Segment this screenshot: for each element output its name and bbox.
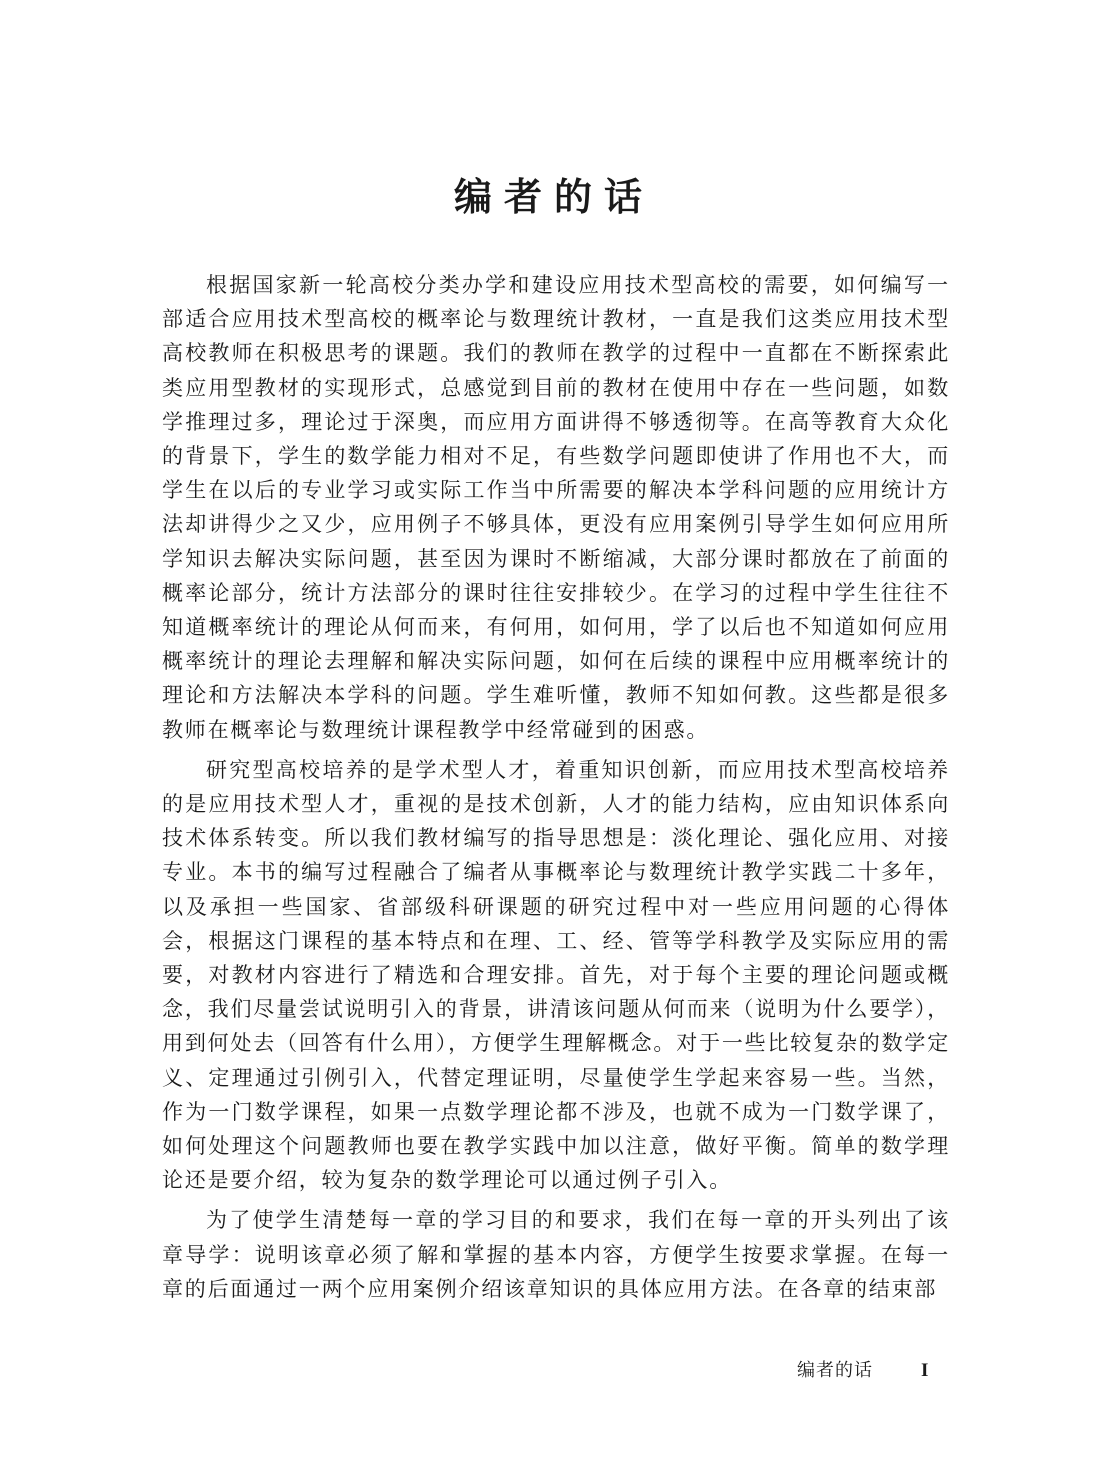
page-footer	[0, 1356, 1108, 1386]
paragraph-1: 根据国家新一轮高校分类办学和建设应用技术型高校的需要，如何编写一部适合应用技术型高校的概率论与数理统计教材，一直是我们这类应用技术型高校教师在积极思考的课题。我们的教师在教学的过程中一直都在不断探索此类应用型教材的实现形式，总感觉到目前的教材在使用中存在一些问题，如数学推理过多，理论过于深奥，而应用方面讲得不够透彻等。在高等教育大众化的背景下，学生的数学能力相对不足，有些数学问题即使讲了作用也不大，而学生在以后的专业学习或实际工作当中所需要的解决本学科问题的应用统计方法却讲得少之又少，应用例子不够具体，更没有应用案例引导学生如何应用所学知识去解决实际问题，甚至因为课时不断缩减，大部分课时都放在了前面的概率论部分，统计方法部分的课时往往安排较少。在学习的过程中学生往往不知道概率统计的理论从何而来，有何用，如何用，学了以后也不知道如何应用概率统计的理论去理解和解决实际问题，如何在后续的课程中应用概率统计的理论和方法解决本学科的问题。学生难听懂，教师不知如何教。这些都是很多教师在概率论与数理统计课程教学中经常碰到的困惑。	[162, 273, 950, 742]
page-number: I	[921, 1360, 929, 1381]
paragraph-2: 研究型高校培养的是学术型人才，着重知识创新，而应用技术型高校培养的是应用技术型人才，重视的是技术创新，人才的能力结构，应由知识体系向技术体系转变。所以我们教材编写的指导思想是：淡化理论、强化应用、对接专业。本书的编写过程融合了编者从事概率论与数理统计教学实践二十多年，以及承担一些国家、省部级科研课题的研究过程中对一些应用问题的心得体会，根据这门课程的基本特点和在理、工、经、管等学科教学及实际应用的需要，对教材内容进行了精选和合理安排。首先，对于每个主要的理论问题或概念，我们尽量尝试说明引入的背景，讲清该问题从何而来（说明为什么要学），用到何处去（回答有什么用），方便学生理解概念。对于一些比较复杂的数学定义、定理通过引例引入，代替定理证明，尽量使学生学起来容易一些。当然，作为一门数学课程，如果一点数学理论都不涉及，也就不成为一门数学课了，如何处理这个问题教师也要在教学实践中加以注意，做好平衡。简单的数学理论还是要介绍，较为复杂的数学理论可以通过例子引入。	[162, 757, 950, 1193]
body-text	[162, 268, 950, 1306]
running-title: 编者的话	[797, 1360, 873, 1381]
paragraph-3: 为了使学生清楚每一章的学习目的和要求，我们在每一章的开头列出了该章导学：说明该章必须了解和掌握的基本内容，方便学生按要求掌握。在每一章的后面通过一两个应用案例介绍该章知识的具体应用方法。在各章的结束部	[162, 1208, 950, 1301]
page-title: 编者的话	[453, 175, 654, 220]
